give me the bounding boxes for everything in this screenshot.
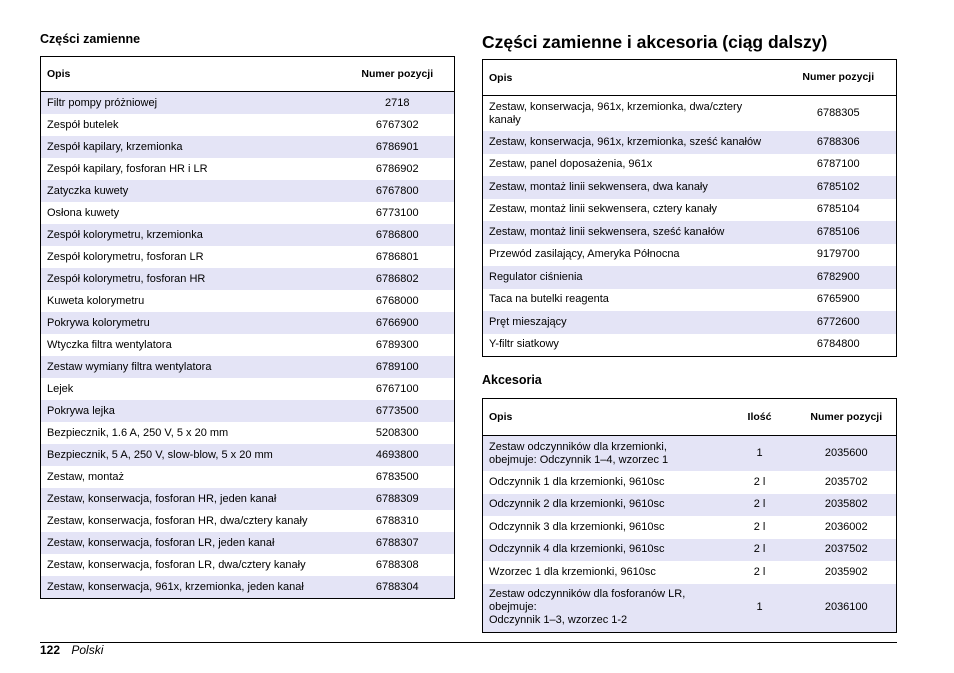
table-row xyxy=(41,114,455,136)
cell-description: Zestaw odczynników dla fosforanów LR, obejmuje: Odczynnik 1–3, wzorzec 1-2 xyxy=(483,584,723,633)
cell-item-number: 9179700 xyxy=(816,248,860,261)
footer-language: Polski xyxy=(71,643,104,657)
table-row xyxy=(483,311,897,334)
cell-description: Zestaw, konserwacja, 961x, krzemionka, dwa/cztery kanały xyxy=(489,100,743,126)
cell-item-number: 2035600 xyxy=(797,436,897,472)
cell-description: Zespół kolorymetru, krzemionka xyxy=(41,224,341,246)
table-row xyxy=(483,561,897,584)
cell-description: Zespół kapilary, krzemionka xyxy=(41,136,341,158)
cell-description: Zestaw, montaż linii sekwensera, cztery kanały xyxy=(489,203,718,216)
column-header-item-number: Numer pozycji xyxy=(781,60,897,96)
cell-item-number: 4693800 xyxy=(341,444,455,466)
table-row xyxy=(483,516,897,539)
cell-item-number: 6789100 xyxy=(341,356,455,378)
table-row xyxy=(41,246,455,268)
cell-description: Zestaw odczynników dla krzemionki, obejmuje: Odczynnik 1–4, wzorzec 1 xyxy=(483,436,723,472)
table-row xyxy=(41,444,455,466)
cell-item-number: 6766900 xyxy=(341,312,455,334)
cell-description: Zestaw, konserwacja, fosforan HR, dwa/cztery kanały xyxy=(47,514,308,527)
cell-quantity: 2 l xyxy=(723,539,797,562)
cell-description: Zatyczka kuwety xyxy=(41,180,341,202)
cell-item-number: 6788306 xyxy=(781,131,897,154)
cell-description: Pręt mieszający xyxy=(483,311,781,334)
cell-item-number: 2718 xyxy=(341,92,455,115)
table-row xyxy=(483,289,897,312)
page-title: Części zamienne i akcesoria (ciąg dalszy) xyxy=(482,32,828,52)
accessories-table xyxy=(482,398,897,633)
cell-description: Zespół kolorymetru, fosforan HR xyxy=(41,268,341,290)
table-row xyxy=(483,539,897,562)
table-row xyxy=(41,356,455,378)
table-row xyxy=(41,532,455,554)
cell-description: Odczynnik 2 dla krzemionki, 9610sc xyxy=(483,494,723,517)
cell-item-number: 6786902 xyxy=(375,162,419,175)
cell-item-number: 6788310 xyxy=(375,514,419,527)
table-row xyxy=(41,136,455,158)
cell-item-number: 6767100 xyxy=(375,382,419,395)
table-row xyxy=(41,510,455,532)
column-header-item-number: Numer pozycji xyxy=(797,399,897,436)
cell-item-number: 6785106 xyxy=(781,221,897,244)
cell-item-number: 6786800 xyxy=(341,224,455,246)
table-row xyxy=(41,202,455,224)
column-header-description: Opis xyxy=(483,399,723,436)
cell-description: Odczynnik 3 dla krzemionki, 9610sc xyxy=(489,520,665,533)
cell-description: Kuweta kolorymetru xyxy=(47,294,145,307)
footer-rule xyxy=(40,642,897,643)
cell-quantity: 1 xyxy=(723,584,797,633)
cell-item-number: 6767302 xyxy=(375,118,419,131)
cell-item-number: 6785102 xyxy=(781,176,897,199)
cell-description: Bezpiecznik, 5 A, 250 V, slow-blow, 5 x 20 mm xyxy=(41,444,341,466)
table-header-row xyxy=(41,57,455,92)
cell-item-number: 6765900 xyxy=(816,293,860,306)
table-row xyxy=(41,92,455,115)
table-row xyxy=(41,576,455,599)
cell-item-number: 6786801 xyxy=(375,250,419,263)
left-column xyxy=(40,32,455,599)
section-heading-spare-parts: Części zamienne xyxy=(40,32,141,46)
cell-item-number: 6784800 xyxy=(816,338,860,351)
table-row xyxy=(483,334,897,357)
column-header-description: Opis xyxy=(483,60,781,96)
cell-quantity: 2 l xyxy=(753,475,766,488)
cell-description: Zestaw, montaż xyxy=(47,470,125,483)
cell-item-number: 6768000 xyxy=(375,294,419,307)
cell-description: Pokrywa lejka xyxy=(41,400,341,422)
column-header-description: Opis xyxy=(41,57,341,92)
cell-item-number: 2036002 xyxy=(824,520,868,533)
cell-description: Zestaw, montaż linii sekwensera, dwa kanały xyxy=(483,176,781,199)
table-row xyxy=(41,334,455,356)
cell-description: Zespół butelek xyxy=(47,118,119,131)
table-row xyxy=(41,554,455,576)
column-header-item-number: Numer pozycji xyxy=(341,57,455,92)
table-row xyxy=(41,312,455,334)
cell-description: Zestaw, konserwacja, fosforan LR, jeden kanał xyxy=(41,532,341,554)
cell-quantity: 1 xyxy=(723,436,797,472)
cell-description: Bezpiecznik, 1.6 A, 250 V, 5 x 20 mm xyxy=(47,426,229,439)
accessories-table-body xyxy=(483,436,897,633)
cell-item-number: 2037502 xyxy=(797,539,897,562)
table-row xyxy=(483,584,897,633)
right-column xyxy=(482,32,897,633)
table-row xyxy=(483,154,897,177)
cell-description: Osłona kuwety xyxy=(47,206,120,219)
table-row xyxy=(483,266,897,289)
cell-item-number: 6788309 xyxy=(341,488,455,510)
cell-item-number: 5208300 xyxy=(375,426,419,439)
column-header-quantity: Ilość xyxy=(723,399,797,436)
cell-description: Odczynnik 4 dla krzemionki, 9610sc xyxy=(483,539,723,562)
table-row xyxy=(41,422,455,444)
cell-item-number: 6788307 xyxy=(341,532,455,554)
cell-description: Zestaw, konserwacja, 961x, krzemionka, jeden kanał xyxy=(41,576,341,599)
cell-description: Zestaw, panel doposażenia, 961x xyxy=(489,158,653,171)
cell-description: Zespół kapilary, fosforan HR i LR xyxy=(47,162,208,175)
cell-item-number: 6788304 xyxy=(341,576,455,599)
cell-quantity: 2 l xyxy=(753,565,766,578)
table-row xyxy=(483,96,897,132)
table-row xyxy=(483,244,897,267)
cell-item-number: 6767800 xyxy=(341,180,455,202)
table-row xyxy=(483,436,897,472)
cell-quantity: 2 l xyxy=(723,494,797,517)
page-footer xyxy=(40,643,103,657)
cell-description: Zestaw, montaż linii sekwensera, sześć kanałów xyxy=(483,221,781,244)
cell-description: Zestaw, konserwacja, fosforan HR, jeden kanał xyxy=(41,488,341,510)
cell-item-number: 2035702 xyxy=(824,475,868,488)
cell-description: Taca na butelki reagenta xyxy=(489,293,609,306)
cell-item-number: 2036100 xyxy=(797,584,897,633)
cell-item-number: 6786901 xyxy=(341,136,455,158)
cell-item-number: 2035902 xyxy=(824,565,868,578)
table-row xyxy=(41,466,455,488)
cell-item-number: 6785104 xyxy=(816,203,860,216)
table-row xyxy=(41,180,455,202)
cell-description: Filtr pompy próżniowej xyxy=(41,92,341,115)
table-row xyxy=(41,268,455,290)
cell-item-number: 2035802 xyxy=(797,494,897,517)
table-row xyxy=(41,224,455,246)
cell-description: Lejek xyxy=(47,382,74,395)
table-row xyxy=(483,131,897,154)
cell-description: Zestaw wymiany filtra wentylatora xyxy=(41,356,341,378)
section-heading-accessories: Akcesoria xyxy=(482,373,542,387)
cell-description: Przewód zasilający, Ameryka Północna xyxy=(489,248,680,261)
table-row xyxy=(483,221,897,244)
cell-description: Zespół kolorymetru, fosforan LR xyxy=(47,250,204,263)
cell-item-number: 6773500 xyxy=(341,400,455,422)
table-header-row xyxy=(483,60,897,96)
cell-description: Wzorzec 1 dla krzemionki, 9610sc xyxy=(489,565,656,578)
cell-description: Wtyczka filtra wentylatora xyxy=(47,338,172,351)
cell-item-number: 6782900 xyxy=(781,266,897,289)
table-row xyxy=(483,471,897,494)
table-row xyxy=(41,290,455,312)
cell-description: Y-filtr siatkowy xyxy=(489,338,559,351)
table-row xyxy=(483,199,897,222)
spare-parts-table-body xyxy=(41,92,455,599)
cell-quantity: 2 l xyxy=(753,520,766,533)
cell-item-number: 6788305 xyxy=(816,107,860,119)
table-row xyxy=(483,494,897,517)
table-row xyxy=(483,176,897,199)
cell-description: Odczynnik 1 dla krzemionki, 9610sc xyxy=(489,475,665,488)
cell-description: Pokrywa kolorymetru xyxy=(41,312,341,334)
cell-item-number: 6772600 xyxy=(781,311,897,334)
table-row xyxy=(41,158,455,180)
cell-description: Regulator ciśnienia xyxy=(483,266,781,289)
page-number: 122 xyxy=(40,643,61,657)
spare-parts-continued-table-body xyxy=(483,96,897,357)
table-row xyxy=(41,400,455,422)
cell-item-number: 6788308 xyxy=(375,558,419,571)
cell-item-number: 6783500 xyxy=(375,470,419,483)
cell-description: Zestaw, konserwacja, 961x, krzemionka, sześć kanałów xyxy=(483,131,781,154)
cell-item-number: 6787100 xyxy=(816,158,860,171)
table-row xyxy=(41,488,455,510)
spare-parts-table xyxy=(40,56,455,599)
table-header-row xyxy=(483,399,897,436)
cell-item-number: 6789300 xyxy=(375,338,419,351)
spare-parts-continued-table xyxy=(482,59,897,357)
cell-item-number: 6773100 xyxy=(375,206,419,219)
cell-item-number: 6786802 xyxy=(341,268,455,290)
cell-description: Zestaw, konserwacja, fosforan LR, dwa/cztery kanały xyxy=(47,558,306,571)
table-row xyxy=(41,378,455,400)
